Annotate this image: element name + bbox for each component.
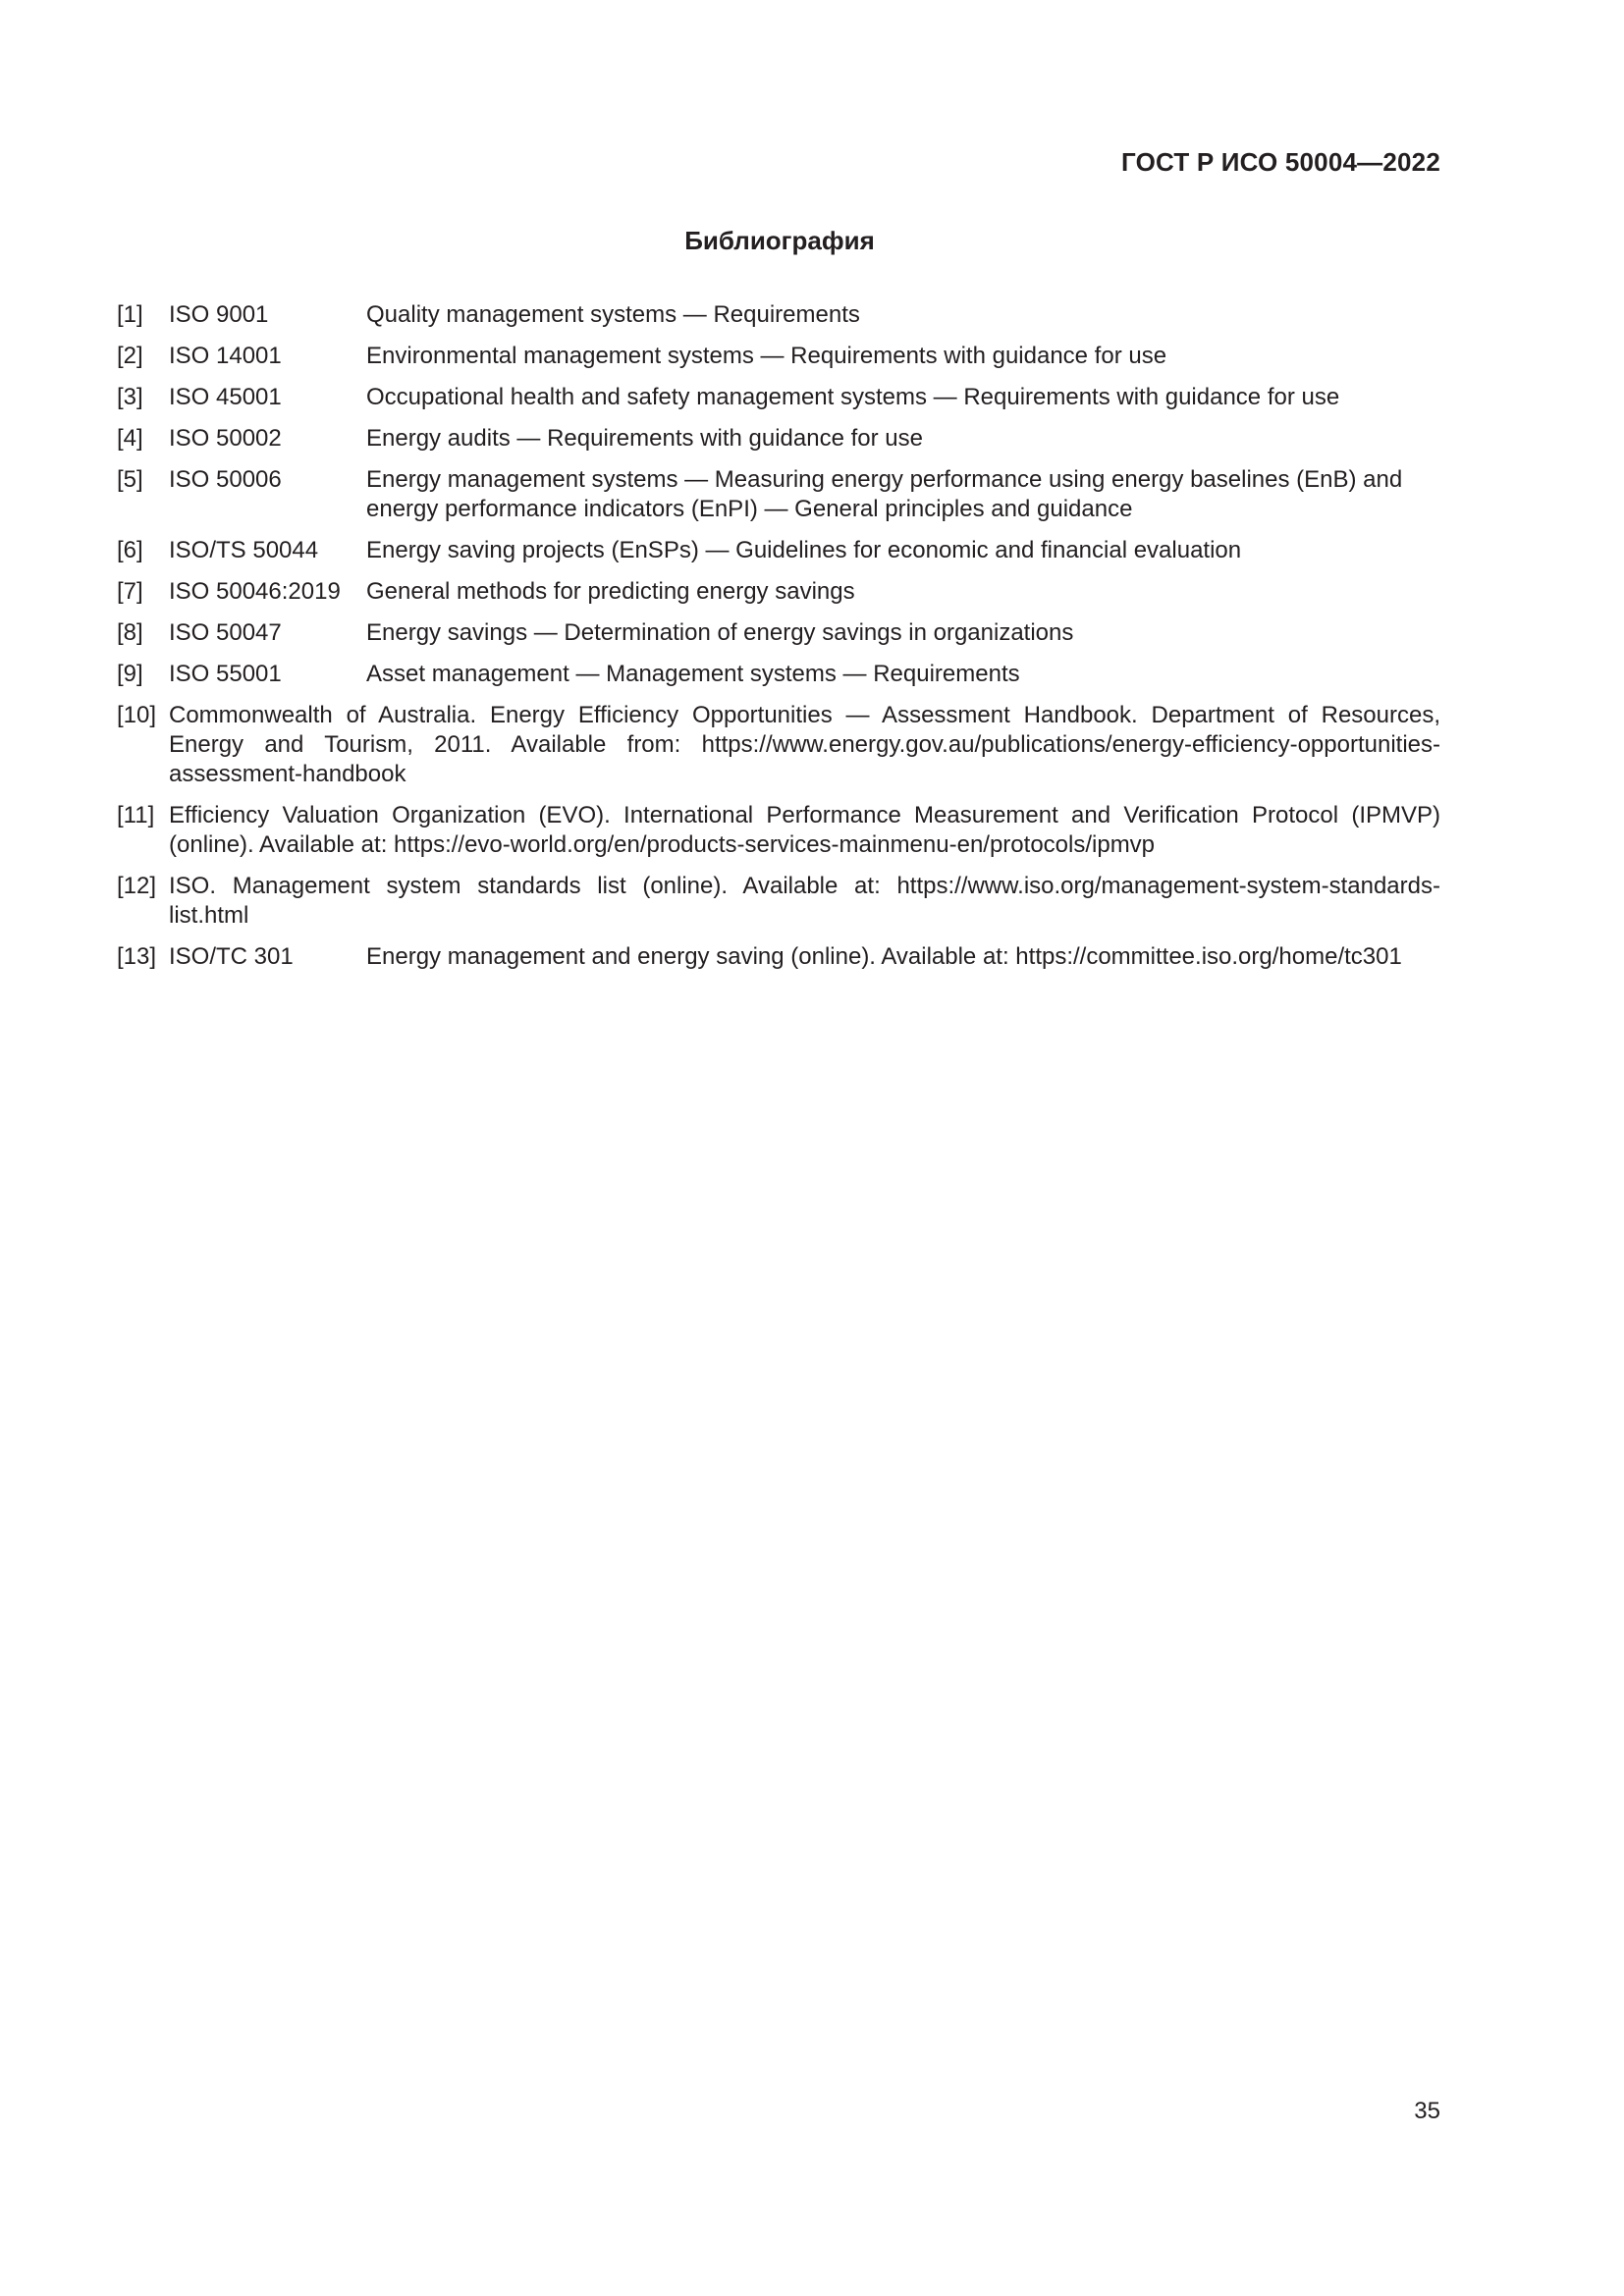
entry-title: Energy savings — Determination of energy savings in organizations bbox=[366, 619, 1074, 646]
entry-standard-code: ISO/TC 301 bbox=[169, 943, 294, 970]
entry-number: [8] bbox=[117, 619, 143, 646]
entry-number: [2] bbox=[117, 343, 143, 369]
page-number: 35 bbox=[1414, 2098, 1440, 2124]
entry-title: Environmental management systems — Requirements with guidance for use bbox=[366, 343, 1167, 369]
bibliography-entry-12 bbox=[117, 872, 1440, 931]
entry-standard-code: ISO 45001 bbox=[169, 384, 282, 410]
entry-standard-code: ISO 55001 bbox=[169, 661, 282, 687]
page-title: Библиография bbox=[684, 226, 875, 255]
entry-title: Asset management — Management systems — Requirements bbox=[366, 661, 1020, 687]
entry-number: [1] bbox=[117, 301, 143, 328]
bibliography-entry-5 bbox=[117, 465, 1440, 524]
entry-number: [11] bbox=[117, 802, 155, 828]
bibliography-entry-7 bbox=[117, 577, 1440, 607]
entry-standard-code: ISO 50046:2019 bbox=[169, 578, 341, 605]
bibliography-entry-10 bbox=[117, 701, 1440, 789]
entry-citation: ISO. Management system standards list (online). Available at: https://www.iso.org/management-system-standards-list.html bbox=[169, 873, 1440, 929]
bibliography-entry-6 bbox=[117, 536, 1440, 565]
bibliography-entry-4 bbox=[117, 424, 1440, 454]
bibliography-entry-2 bbox=[117, 342, 1440, 371]
entry-title: Energy saving projects (EnSPs) — Guidelines for economic and financial evaluation bbox=[366, 537, 1242, 563]
entry-number: [12] bbox=[117, 873, 157, 899]
entry-title: General methods for predicting energy savings bbox=[366, 578, 855, 605]
entry-number: [10] bbox=[117, 702, 157, 728]
bibliography-entry-13 bbox=[117, 942, 1440, 972]
entry-number: [7] bbox=[117, 578, 143, 605]
entry-number: [5] bbox=[117, 466, 143, 493]
entry-title: Energy management and energy saving (online). Available at: https://committee.iso.org/home/tc301 bbox=[366, 943, 1402, 970]
entry-citation: Efficiency Valuation Organization (EVO). International Performance Measurement and Verification Protocol (IPMVP) (online). Available at: https://evo-world.org/en/products-services-mainmenu-en/protocols/ipmvp bbox=[169, 802, 1440, 858]
bibliography-entry-8 bbox=[117, 618, 1440, 648]
entry-title: Energy management systems — Measuring energy performance using energy baselines (EnB) and energy performance indicators (EnPI) — General principles and guidance bbox=[366, 466, 1403, 522]
entry-number: [13] bbox=[117, 943, 157, 970]
entry-title: Quality management systems — Requirements bbox=[366, 301, 860, 328]
entry-title: Energy audits — Requirements with guidance for use bbox=[366, 425, 923, 452]
entry-standard-code: ISO 50047 bbox=[169, 619, 282, 646]
entry-number: [9] bbox=[117, 661, 143, 687]
bibliography-entry-1 bbox=[117, 300, 1440, 330]
bibliography-entry-11 bbox=[117, 801, 1440, 860]
entry-standard-code: ISO/TS 50044 bbox=[169, 537, 319, 563]
entry-title: Occupational health and safety management systems — Requirements with guidance for use bbox=[366, 384, 1340, 410]
entry-number: [6] bbox=[117, 537, 143, 563]
entry-standard-code: ISO 50002 bbox=[169, 425, 282, 452]
entry-number: [3] bbox=[117, 384, 143, 410]
bibliography-entry-3 bbox=[117, 383, 1440, 412]
document-header-standard: ГОСТ Р ИСО 50004—2022 bbox=[1120, 147, 1440, 177]
entry-number: [4] bbox=[117, 425, 143, 452]
bibliography-entry-9 bbox=[117, 660, 1440, 689]
entry-citation: Commonwealth of Australia. Energy Efficiency Opportunities — Assessment Handbook. Department of Resources, Energy and Tourism, 2011. Available from: https://www.energy.gov.au/publications/energy-efficiency-opportunities-assessment-handbook bbox=[169, 702, 1440, 787]
entry-standard-code: ISO 50006 bbox=[169, 466, 282, 493]
entry-standard-code: ISO 14001 bbox=[169, 343, 282, 369]
entry-standard-code: ISO 9001 bbox=[169, 301, 269, 328]
bibliography-list bbox=[117, 300, 1440, 984]
